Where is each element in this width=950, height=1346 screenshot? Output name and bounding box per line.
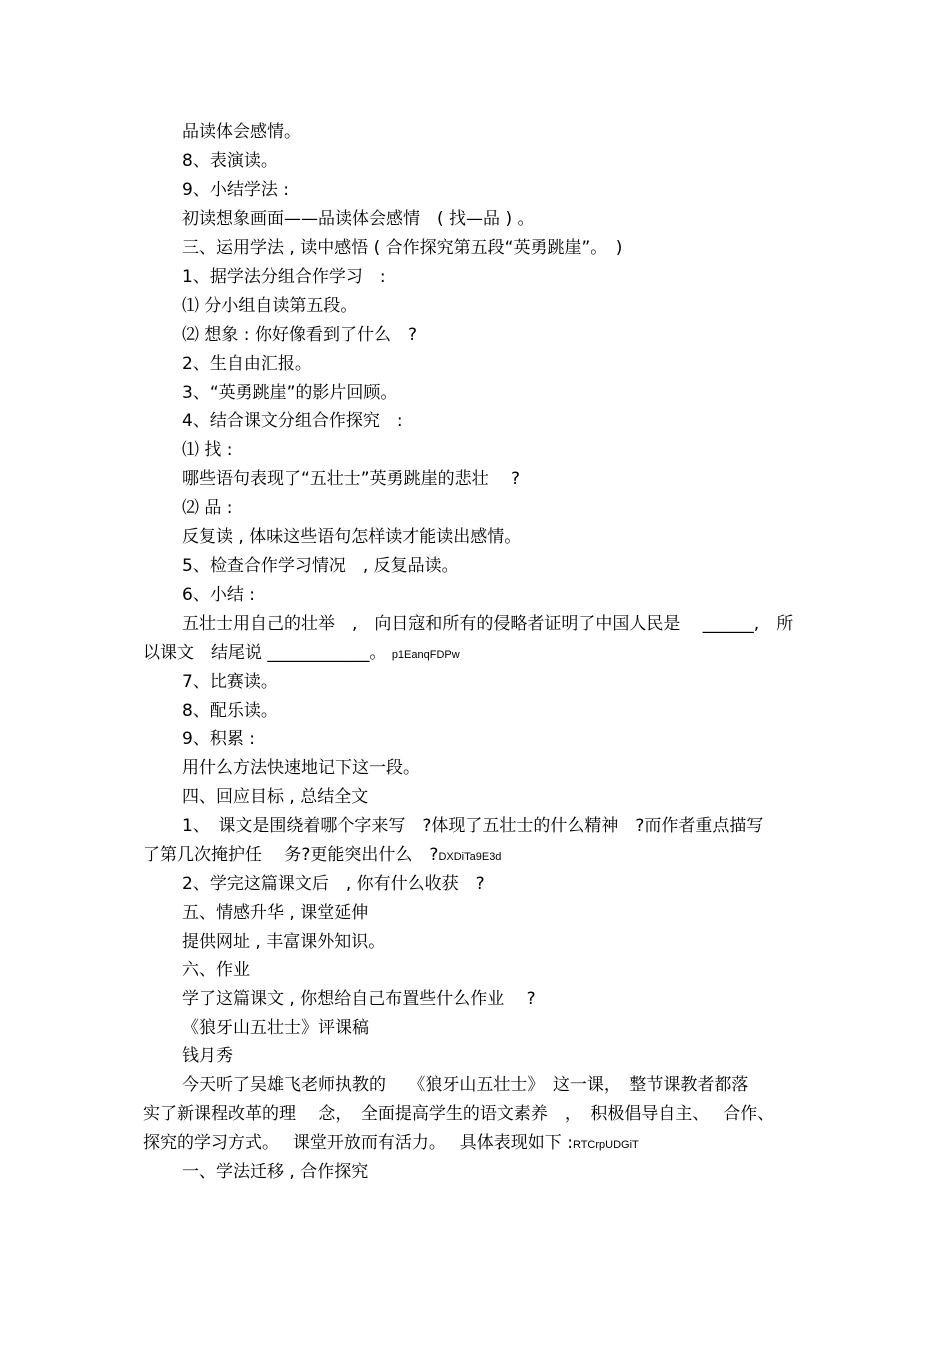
text-line: ⑴ 找 : [182,440,233,460]
document-title: 《狼牙山五壮士》评课稿 [182,1018,369,1038]
text-line: 探究的学习方式。 课堂开放而有活力。 具体表现如下 :RTCrpUDGiT [143,1133,639,1153]
text-line: 1、据学法分组合作学习 : [182,267,386,287]
text-line: 8、表演读。 [182,151,278,171]
watermark-code: DXDiTa9E3d [438,851,502,863]
section-heading: 一、学法迁移 , 合作探究 [182,1162,369,1182]
text-line: 五壮士用自己的壮举 , 向日寇和所有的侵略者证明了中国人民是 ______, 所 [182,614,794,634]
text-line: 提供网址 , 丰富课外知识。 [182,932,386,952]
text-line: ⑵ 品 : [182,498,233,518]
text-line: 9、小结学法 : [182,180,289,200]
text-line: 实了新课程改革的理 念， 全面提高学生的语文素养 ， 积极倡导自主、 合作、 [143,1104,775,1124]
text-line: 学了这篇课文 , 你想给自己布置些什么作业 ? [182,989,536,1009]
text-line: 3、“英勇跳崖”的影片回顾。 [182,383,398,403]
text-line: 5、检查合作学习情况 , 反复品读。 [182,556,459,576]
text-line: 2、生自由汇报。 [182,354,312,374]
text-line: 9、积累 : [182,729,255,749]
text-line: ⑵ 想象 : 你好像看到了什么 ? [182,325,417,345]
watermark-code: p1EanqFDPw [391,649,460,661]
text-line: 4、结合课文分组合作探究 : [182,411,403,431]
text-line: 1、 课文是围绕着哪个字来写 ?体现了五壮士的什么精神 ?而作者重点描写 [182,816,764,836]
section-heading: 四、回应目标 , 总结全文 [182,787,369,807]
section-heading: 六、作业 [182,960,250,980]
section-heading: 五、情感升华 , 课堂延伸 [182,903,369,923]
text-line: 品读体会感情。 [182,122,301,142]
text-line: 反复读 , 体味这些语句怎样读才能读出感情。 [182,527,522,547]
text-line: 初读想象画面——品读体会感情 ( 找—品 ) 。 [182,209,535,229]
text-line: 以课文 结尾说 ____________。 p1EanqFDPw [143,643,460,663]
text-line: 2、学完这篇课文后 , 你有什么收获 ? [182,874,485,894]
text-line: 8、配乐读。 [182,701,278,721]
text-line: 今天听了吴雄飞老师执教的 《狼牙山五壮士》 这一课， 整节课教者都落 [182,1075,749,1095]
text-line: ⑴ 分小组自读第五段。 [182,296,358,316]
text-line: 了第几次掩护任 务?更能突出什么 ?DXDiTa9E3d [143,845,502,865]
text-line: 7、比赛读。 [182,672,278,692]
text-line: 6、小结 : [182,585,255,605]
author-name: 钱月秀 [182,1046,233,1066]
watermark-code: RTCrpUDGiT [572,1139,639,1151]
text-line: 哪些语句表现了“五壮士”英勇跳崖的悲壮 ? [182,469,521,489]
section-heading: 三、运用学法 , 读中感悟 ( 合作探究第五段“英勇跳崖”。 ) [182,238,623,258]
text-line: 用什么方法快速地记下这一段。 [182,758,420,778]
